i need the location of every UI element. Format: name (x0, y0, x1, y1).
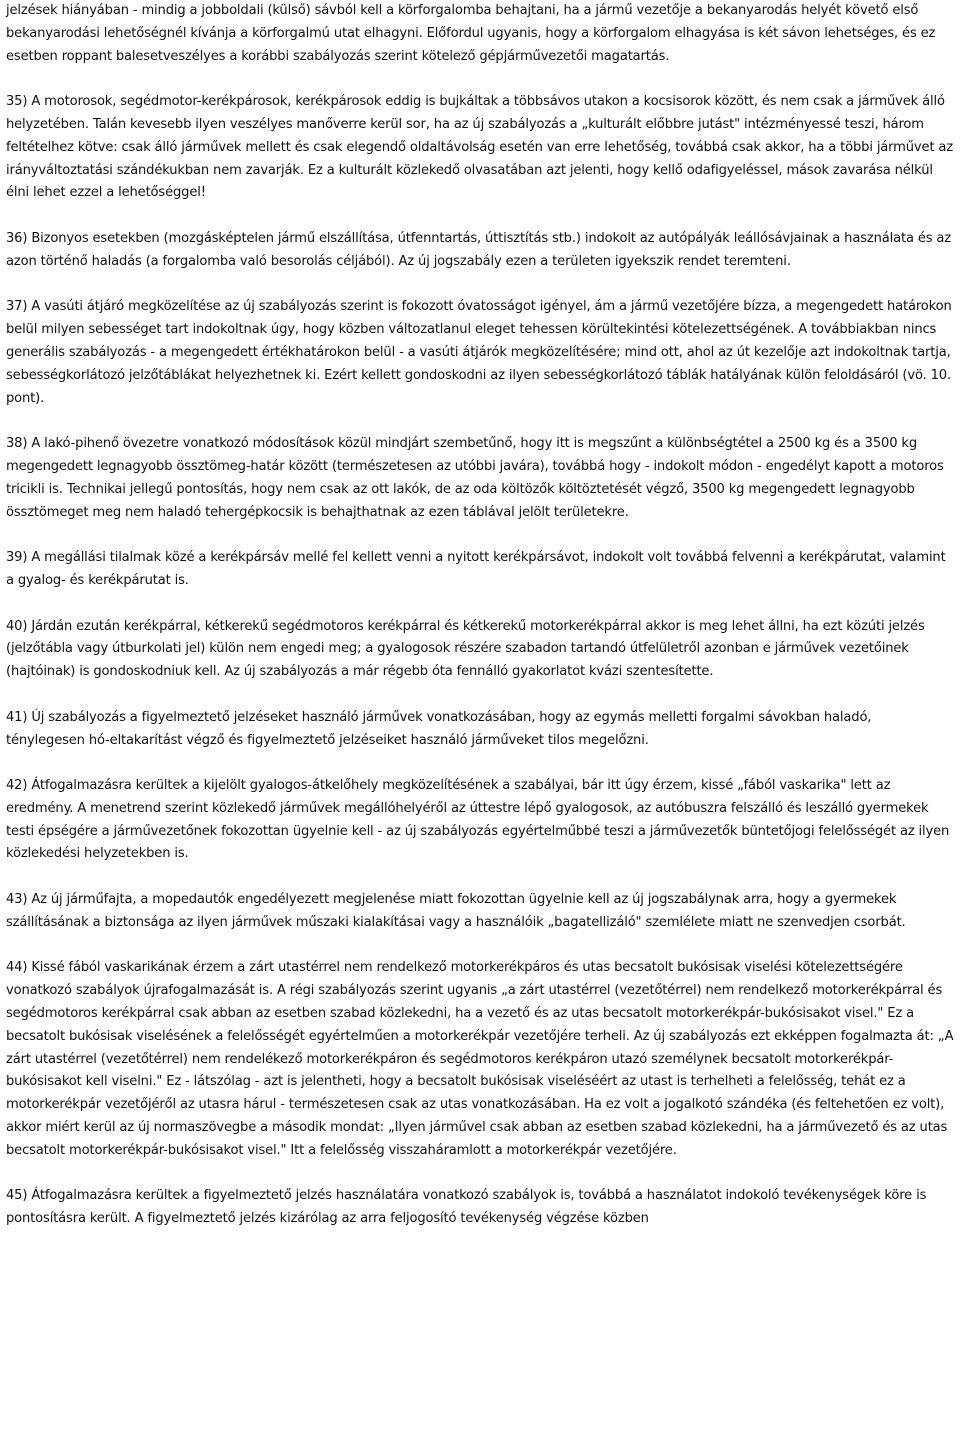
paragraph-40: 40) Járdán ezután kerékpárral, kétkerekű segédmotoros kerékpárral és kétkerekű motorkerékpárral akkor is meg lehet állni, ha ezt közúti jelzés (jelzőtábla vagy útburkolati jel) külön nem engedi meg; a gyalogosok részére szabadon tartandó útfelületről azonban e járművek vezetőinek (hajtóinak) is gondoskodniuk kell. Az új szabályozás a már régebb óta fennálló gyakorlatot kvázi szentesítette. (6, 618, 925, 680)
paragraph-gap (6, 593, 954, 616)
paragraph-gap (6, 68, 954, 91)
document-page (6, 0, 954, 1231)
paragraph-38: 38) A lakó-pihenő övezetre vonatkozó módosítások közül mindjárt szembetűnő, hogy itt is megszűnt a különbségtétel a 2500 kg és a 3500 kg megengedett legnagyobb össztömeg-határ között (természetesen az utóbbi javára), továbbá hogy - indokolt módon - engedélyt kapott a motoros tricikli is. Technikai jellegű pontosítás, hogy nem csak az ott lakók, de az oda költözők költöztetését végző, 3500 kg megengedett legnagyobb össztömeget meg nem haladó tehergépkocsik is behajthatnak az ezen táblával jelölt területekre. (6, 436, 944, 520)
paragraph-gap (6, 205, 954, 228)
paragraph-44: 44) Kissé fából vaskarikának érzem a zárt utastérrel nem rendelkező motorkerékpáros és utas becsatolt bukósisak viselési kötelezettségére vonatkozó szabályok újrafogalmazását is. A régi szabályozás szerint ugyanis „a zárt utastérrel (vezetőtérrel) nem rendelkező motorkerékpárral és segédmotoros kerékpárral csak abban az esetben szabad közlekedni, ha a vezető és az utas becsatolt motorkerékpár-bukósisakot visel." Ez a becsatolt bukósisak viselésének a felelősségét egyértelműen a motorkerékpár vezetőjére terheli. Az új szabályozás ezt ekképpen fogalmazta át: „A zárt utastérrel (vezetőtérrel) nem rendelékező motorkerékpáron és segédmotoros kerékpáron utazó személynek becsatolt motorkerékpár-bukósisakot kell viselni." Ez - látszólag - azt is jelentheti, hogy a becsatolt bukósisak viseléséért az utast is terhelheti a felelősség, tehát ez a motorkerékpár vezetőjéről az utasra hárul - természetesen csak az utas vonatkozásában. Ha ez volt a jogalkotó szándéka (és feltehetően ez volt), akkor miért kerül az új normaszövegbe a második mondat: „Ilyen járművel csak abban az esetben szabad közlekedni, ha a járművezető és az utas becsatolt motorkerékpár-bukósisakot visel." Itt a felelősség visszaháramlott a motorkerékpár vezetőjére. (6, 960, 954, 1158)
paragraph-37: 37) A vasúti átjáró megközelítése az új szabályozás szerint is fokozott óvatosságot igényel, ám a jármű vezetőjére bízza, a megengedett határokon belül milyen sebességet tart indokoltnak úgy, hogy közben változatlanul eleget tehessen körültekintési kötelezettségének. A továbbiakban nincs generális szabályozás - a megengedett értékhatárokon belül - a vasúti átjárók megközelítésére; mind ott, ahol az út kezelője azt indokoltnak tartja, sebességkorlátozó jelzőtáblákat helyezhetnek ki. Ezért kellett gondoskodni az ilyen sebességkorlátozó táblák hatályának külön feloldásáról (vö. 10. pont). (6, 299, 952, 406)
paragraph-continuation: jelzések hiányában - mindig a jobboldali (külső) sávból kell a körforgalomba behajtani, ha a jármű vezetője a bekanyarodás helyét követő első bekanyarodási lehetőségnél kívánja a körforgalmú utat elhagyni. Előfordul ugyanis, hogy a körforgalom elhagyása is két sávon lehetséges, és ez esetben roppant balesetveszélyes a korábbi szabályozás szerint kötelező gépjárművezetői magatartás. (6, 3, 936, 64)
paragraph-gap (6, 274, 954, 297)
paragraph-gap (6, 935, 954, 958)
paragraph-39: 39) A megállási tilalmak közé a kerékpársáv mellé fel kellett venni a nyitott kerékpársávot, indokolt volt továbbá felvenni a kerékpárutat, valamint a gyalog- és kerékpárutat is. (6, 550, 946, 588)
paragraph-gap (6, 1163, 954, 1186)
paragraph-gap (6, 410, 954, 433)
paragraph-gap (6, 752, 954, 775)
paragraph-45: 45) Átfogalmazásra kerültek a figyelmeztető jelzés használatára vonatkozó szabályok is, továbbá a használatot indokoló tevékenységek köre is pontosításra került. A figyelmeztető jelzés kizárólag az arra feljogosító tevékenység végzése közben (6, 1188, 927, 1227)
paragraph-gap (6, 684, 954, 707)
paragraph-42: 42) Átfogalmazásra kerültek a kijelölt gyalogos-átkelőhely megközelítésének a szabályai, bár itt úgy érzem, kissé „fából vaskarika" lett az eredmény. A menetrend szerint közlekedő járművek megállóhelyéről az úttestre lépő gyalogosok, az autóbuszra felszálló és leszálló gyermekek testi épségére a járművezetőnek fokozottan ügyelnie kell - az új szabályozás egyértelműbbé teszi a járművezetők büntetőjogi felelősségét az ilyen közlekedési helyzetekben is. (6, 778, 950, 862)
paragraph-43: 43) Az új járműfajta, a mopedautók engedélyezett megjelenése miatt fokozottan ügyelnie kell az új jogszabálynak arra, hogy a gyermekek szállításának a biztonsága az ilyen járművek műszaki kialakításai vagy a használóik „bagatellizáló" szemlélete miatt ne szenvedjen csorbát. (6, 892, 906, 930)
paragraph-36: 36) Bizonyos esetekben (mozgásképtelen jármű elszállítása, útfenntartás, úttisztítás stb.) indokolt az autópályák leállósávjainak a használata és az azon történő haladás (a forgalomba való besorolás céljából). Az új jogszabály ezen a területen igyekszik rendet teremteni. (6, 230, 952, 269)
paragraph-gap (6, 524, 954, 547)
paragraph-41: 41) Új szabályozás a figyelmeztető jelzéseket használó járművek vonatkozásában, hogy az egymás melletti forgalmi sávokban haladó, ténylegesen hó-eltakarítást végző és figyelmeztető jelzéseiket használó járműveket tilos megelőzni. (6, 709, 872, 748)
paragraph-gap (6, 866, 954, 889)
paragraph-35: 35) A motorosok, segédmotor-kerékpárosok, kerékpárosok eddig is bujkáltak a többsávos utakon a kocsisorok között, és nem csak a járművek álló helyzetében. Talán kevesebb ilyen veszélyes manőverre kerül sor, ha az új szabályozás a „kulturált előbbre jutást" intézményessé teszi, három feltételhez kötve: csak álló járművek mellett és csak elegendő oldaltávolság esetén van erre lehetőség, továbbá csak akkor, ha a többi járművet az irányváltoztatási szándékukban nem zavarják. Ez a kulturált közlekedő olvasatában azt jelenti, hogy kellő odafigyeléssel, mások zavarása nélkül élni lehet ezzel a lehetőséggel! (6, 94, 954, 201)
